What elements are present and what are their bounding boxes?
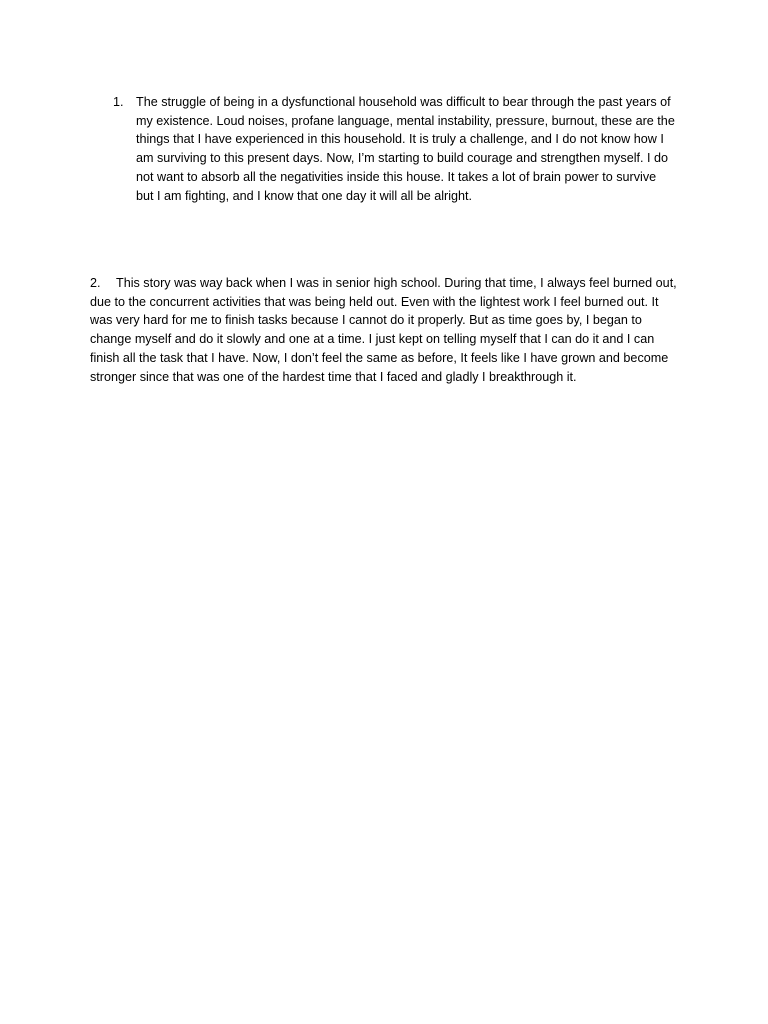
item-number: 1. <box>113 95 124 109</box>
paragraph-line: The struggle of being in a dysfunctional household was difficult to bear through the past years of <box>136 95 671 109</box>
paragraph-line: due to the concurrent activities that was being held out. Even with the lightest work I feel burned out. It <box>90 294 659 309</box>
paragraph-line: not want to absorb all the negativities inside this house. It takes a lot of brain power to survive <box>136 169 657 184</box>
paragraph-first-line <box>90 274 682 293</box>
paragraph-line: am surviving to this present days. Now, I’m starting to build courage and strengthen myself. I do <box>136 151 668 166</box>
paragraph-line: stronger since that was one of the hardest time that I faced and gladly I breakthrough it. <box>90 369 577 384</box>
item-number: 2. <box>90 276 101 290</box>
numbered-paragraph-2 <box>90 274 682 386</box>
paragraph-line: finish all the task that I have. Now, I don’t feel the same as before, It feels like I have grown and become <box>90 350 669 365</box>
paragraph-line-text: This story was way back when I was in senior high school. During that time, I always feel burned out, <box>116 276 677 290</box>
numbered-paragraph-1 <box>113 93 682 205</box>
paragraph-line: things that I have experienced in this household. It is truly a challenge, and I do not know how I <box>136 132 664 147</box>
paragraph-line: change myself and do it slowly and one at a time. I just kept on telling myself that I can do it and I can <box>90 332 655 347</box>
paragraph-line: was very hard for me to finish tasks because I cannot do it properly. But as time goes by, I began to <box>90 313 642 328</box>
paragraph-line: but I am fighting, and I know that one day it will all be alright. <box>136 188 473 203</box>
paragraph-line: my existence. Loud noises, profane language, mental instability, pressure, burnout, these are the <box>136 113 675 128</box>
